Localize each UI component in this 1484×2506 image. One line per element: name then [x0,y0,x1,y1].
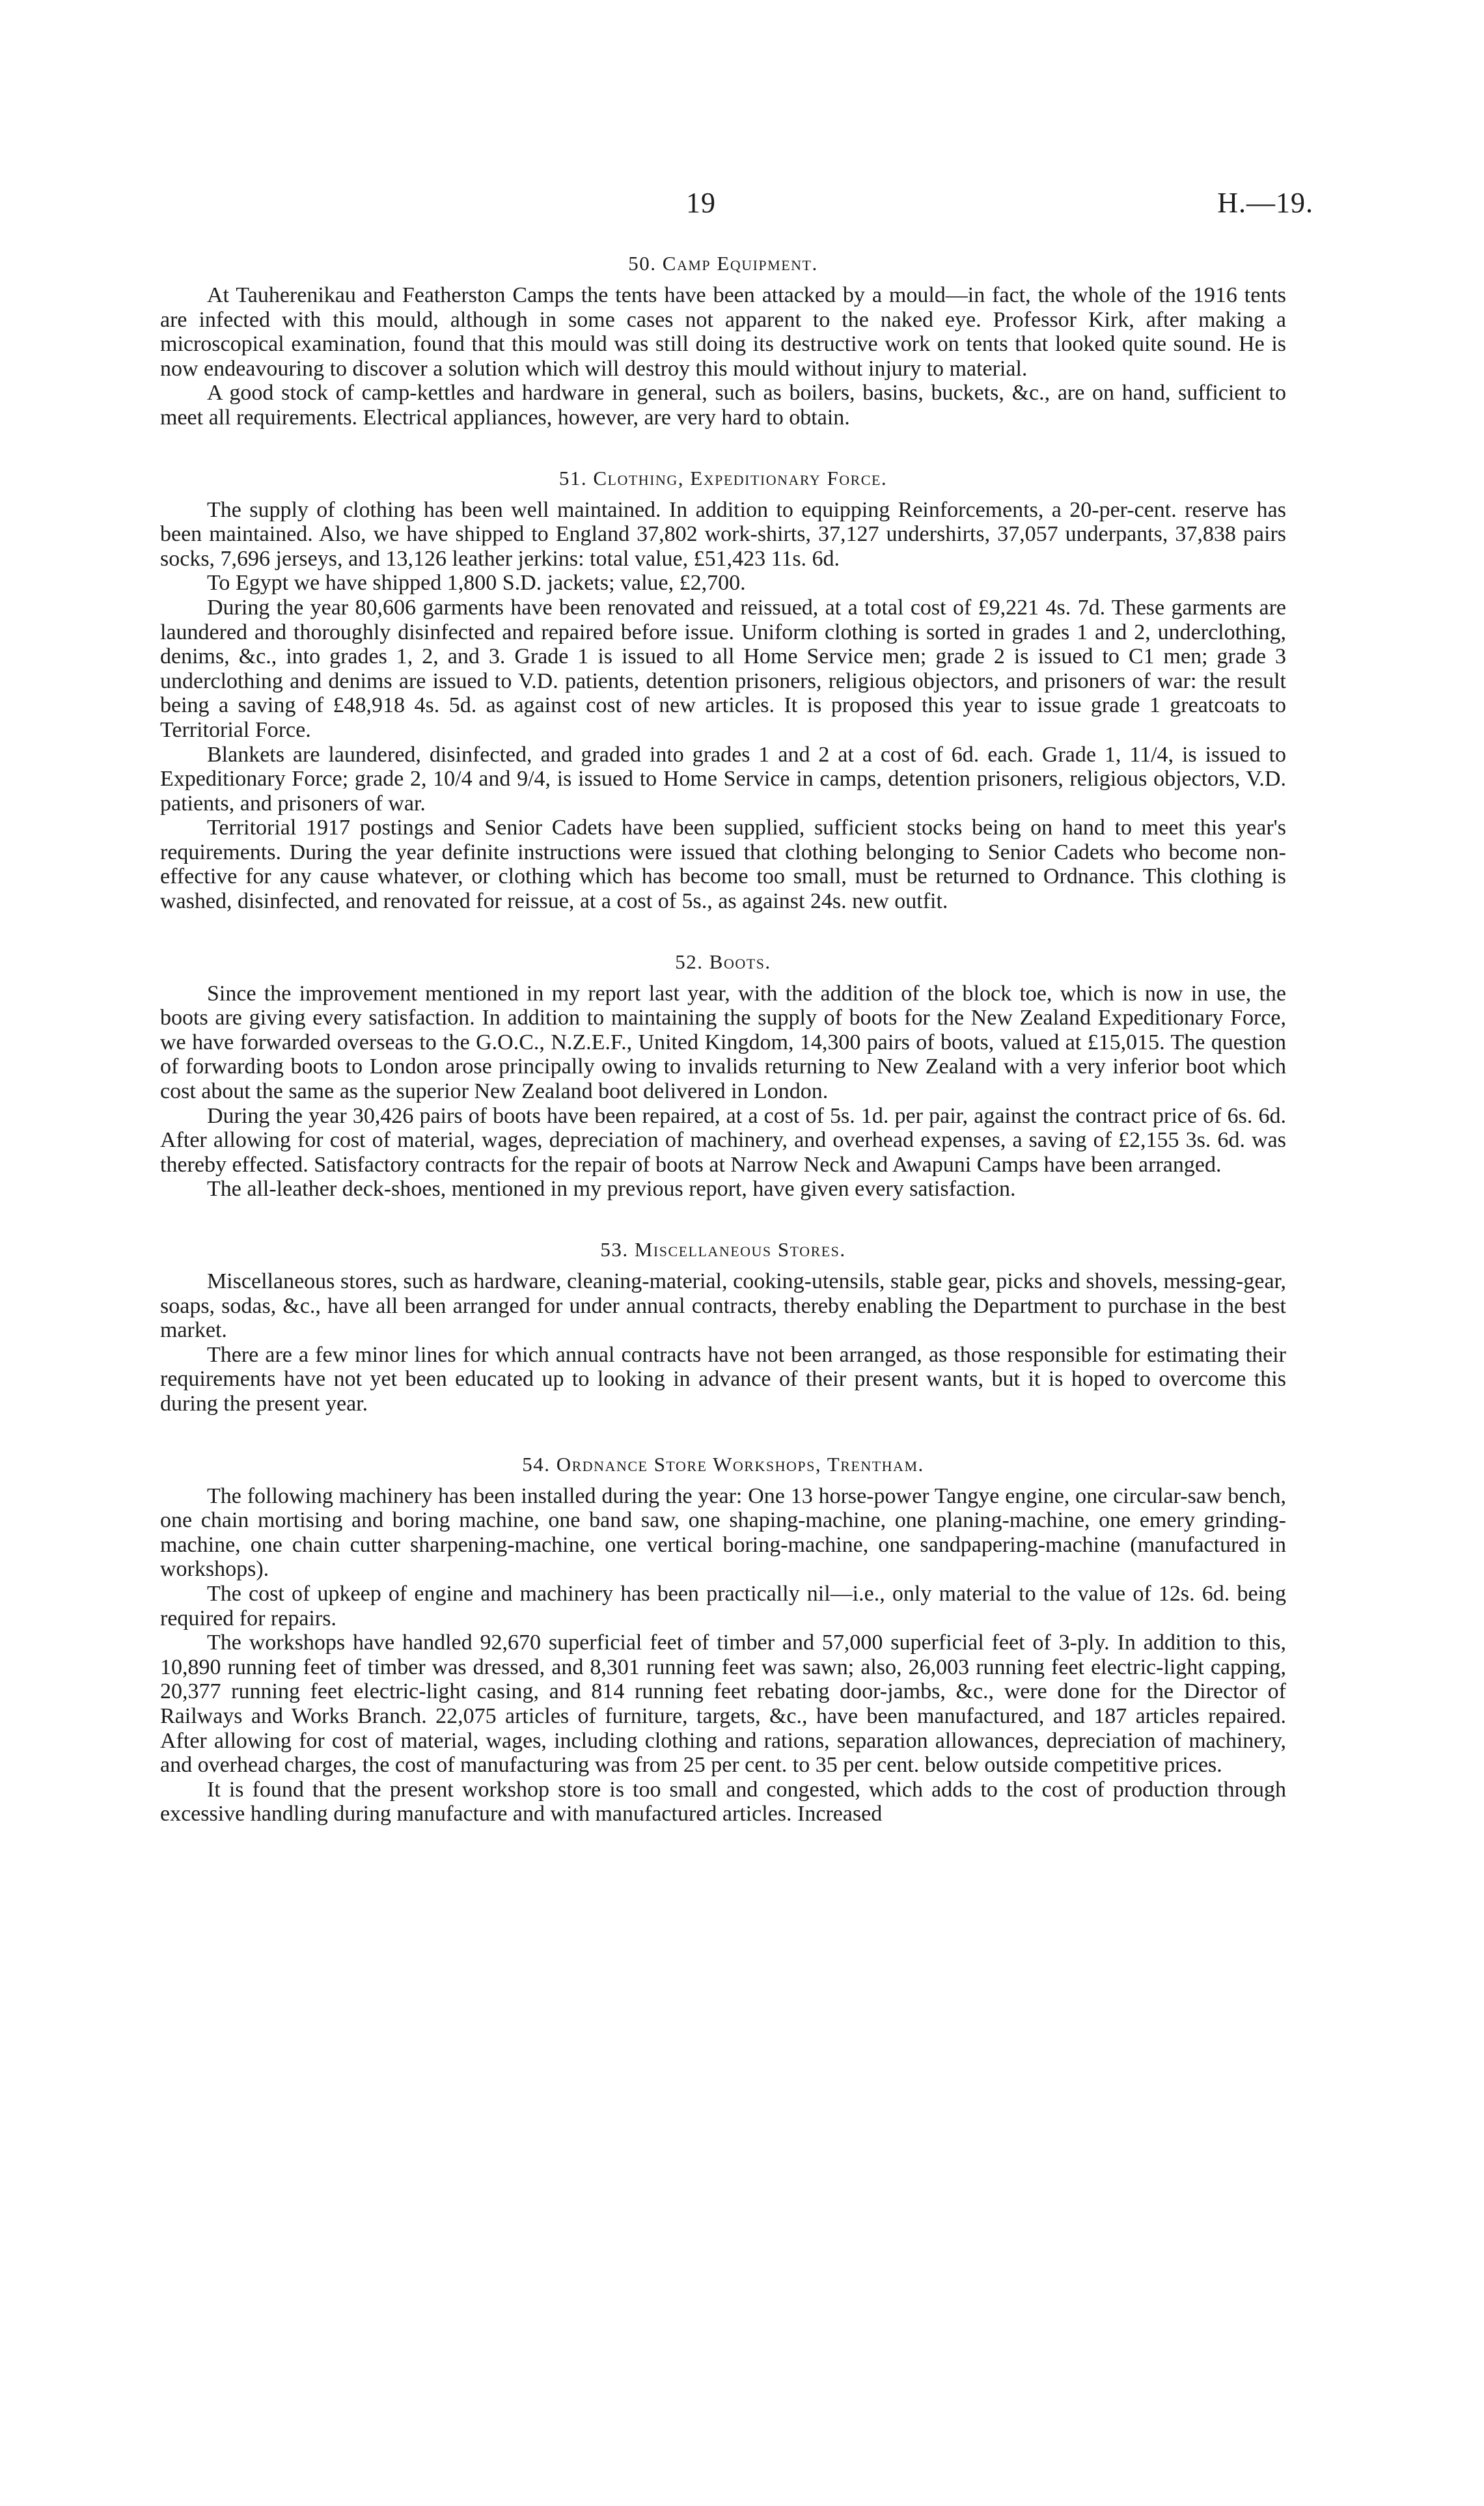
section-clothing-expeditionary-force [160,465,1286,914]
section-miscellaneous-stores [160,1237,1286,1416]
paragraph: Since the improvement mentioned in my report last year, with the addition of the block toe, which is now in use, the boots are giving every satisfaction. In addition to maintaining the supply of boots for the New Zealand Expeditionary Force, we have forwarded overseas to the G.O.C., N.Z.E.F., United Kingdom, 14,300 pairs of boots, valued at £15,015. The question of forwarding boots to London arose principally owing to invalids returning to New Zealand with a very inferior boot which cost about the same as the superior New Zealand boot delivered in London. [160,981,1286,1104]
paragraph: The all-leather deck-shoes, mentioned in my previous report, have given every satisfaction. [207,1177,1016,1202]
paragraph: The following machinery has been installed during the year: One 13 horse-power Tangye engine, one circular-saw bench, one chain mortising and boring machine, one band saw, one shaping-machine, one planing-machine, one emery grinding-machine, one chain cutter sharpening-machine, one vertical boring-machine, one sandpapering-machine (manufactured in workshops). [160,1483,1286,1582]
paragraph: Blankets are laundered, disinfected, and graded into grades 1 and 2 at a cost of 6d. each. Grade 1, 11/4, is issued to Expeditionary Force; grade 2, 10/4 and 9/4, is issued to Home Service in camps, detention prisoners, religious objectors, V.D. patients, and prisoners of war. [160,742,1286,816]
paragraph: At Tauherenikau and Featherston Camps the tents have been attacked by a mould—in fact, the whole of the 1916 tents are infected with this mould, although in some cases not apparent to the naked eye. Professor Kirk, after making a microscopical examination, found that this mould was still doing its destructive work on tents that looked quite sound. He is now endeavouring to discover a solution which will destroy this mould without injury to material. [160,283,1286,381]
paragraph: During the year 80,606 garments have been renovated and reissued, at a total cost of £9,221 4s. 7d. These garments are laundered and thoroughly disinfected and repaired before issue. Uniform clothing is sorted in grades 1 and 2, underclothing, denims, &c., into grades 1, 2, and 3. Grade 1 is issued to all Home Service men; grade 2 is issued to C1 men; grade 3 underclothing and denims are issued to V.D. patients, detention prisoners, religious objectors, and prisoners of war: the result being a saving of £48,918 4s. 5d. as against cost of new articles. It is proposed this year to issue grade 1 greatcoats to Territorial Force. [160,595,1286,742]
paragraph: To Egypt we have shipped 1,800 S.D. jackets; value, £2,700. [207,571,746,596]
paragraph: A good stock of camp-kettles and hardware in general, such as boilers, basins, buckets, &c., are on hand, sufficient to meet all requirements. Electrical appliances, however, are very hard to obtain. [160,381,1286,430]
document-reference: H.—19. [1217,187,1313,219]
paragraph: The cost of upkeep of engine and machinery has been practically nil—i.e., only material to the value of 12s. 6d. being required for repairs. [160,1581,1286,1631]
paragraph: Miscellaneous stores, such as hardware, cleaning-material, cooking-utensils, stable gear, picks and shovels, messing-gear, soaps, sodas, &c., have all been arranged for under annual contracts, thereby enabling the Department to purchase in the best market. [160,1269,1286,1343]
paragraph: The supply of clothing has been well maintained. In addition to equipping Reinforcements, a 20-per-cent. reserve has been maintained. Also, we have shipped to England 37,802 work-shirts, 37,127 undershirts, 37,057 underpants, 37,838 pairs socks, 7,696 jerseys, and 13,126 leather jerkins: total value, £51,423 11s. 6d. [160,497,1286,571]
section-boots [160,949,1286,1202]
paragraph: During the year 30,426 pairs of boots have been repaired, at a cost of 5s. 1d. per pair, against the contract price of 6s. 6d. After allowing for cost of material, wages, depreciation of machinery, and overhead expenses, a saving of £2,155 3s. 6d. was thereby effected. Satisfactory contracts for the repair of boots at Narrow Neck and Awapuni Camps have been arranged. [160,1103,1286,1177]
paragraph: It is found that the present workshop store is too small and congested, which adds to the cost of production through excessive handling during manufacture and with manufactured articles. Increased [160,1777,1286,1826]
section-heading: 54. Ordnance Store Workshops, Trentham. [522,1452,924,1476]
paragraph: The workshops have handled 92,670 superficial feet of timber and 57,000 superficial feet of 3-ply. In addition to this, 10,890 running feet of timber was dressed, and 8,301 running feet was sawn; also, 26,003 running feet electric-light capping, 20,377 running feet electric-light casing, and 814 running feet rebating door-jambs, &c., were done for the Director of Railways and Works Branch. 22,075 articles of furniture, targets, &c., have been manufactured, and 187 articles repaired. After allowing for cost of material, wages, including clothing and rations, separation allowances, depreciation of machinery, and overhead charges, the cost of manufacturing was from 25 per cent. to 35 per cent. below outside competitive prices. [160,1631,1286,1778]
section-heading: 53. Miscellaneous Stores. [600,1238,846,1261]
paragraph: There are a few minor lines for which annual contracts have not been arranged, as those responsible for estimating their requirements have not yet been educated up to looking in advance of their present wants, but it is hoped to overcome this during the present year. [160,1342,1286,1416]
page-header [0,186,1484,225]
section-ordnance-store-workshops [160,1452,1286,1826]
page-number: 19 [686,187,716,219]
paragraph: Territorial 1917 postings and Senior Cadets have been supplied, sufficient stocks being on hand to meet this year's requirements. During the year definite instructions were issued that clothing belonging to Senior Cadets who become non-effective for any cause whatever, or clothing which has become too small, must be returned to Ordnance. This clothing is washed, disinfected, and renovated for reissue, at a cost of 5s., as against 24s. new outfit. [160,816,1286,914]
section-heading: 52. Boots. [675,950,771,973]
page-body [160,251,1286,1862]
section-heading: 50. Camp Equipment. [628,252,818,275]
section-camp-equipment [160,251,1286,430]
section-heading: 51. Clothing, Expeditionary Force. [558,466,888,489]
